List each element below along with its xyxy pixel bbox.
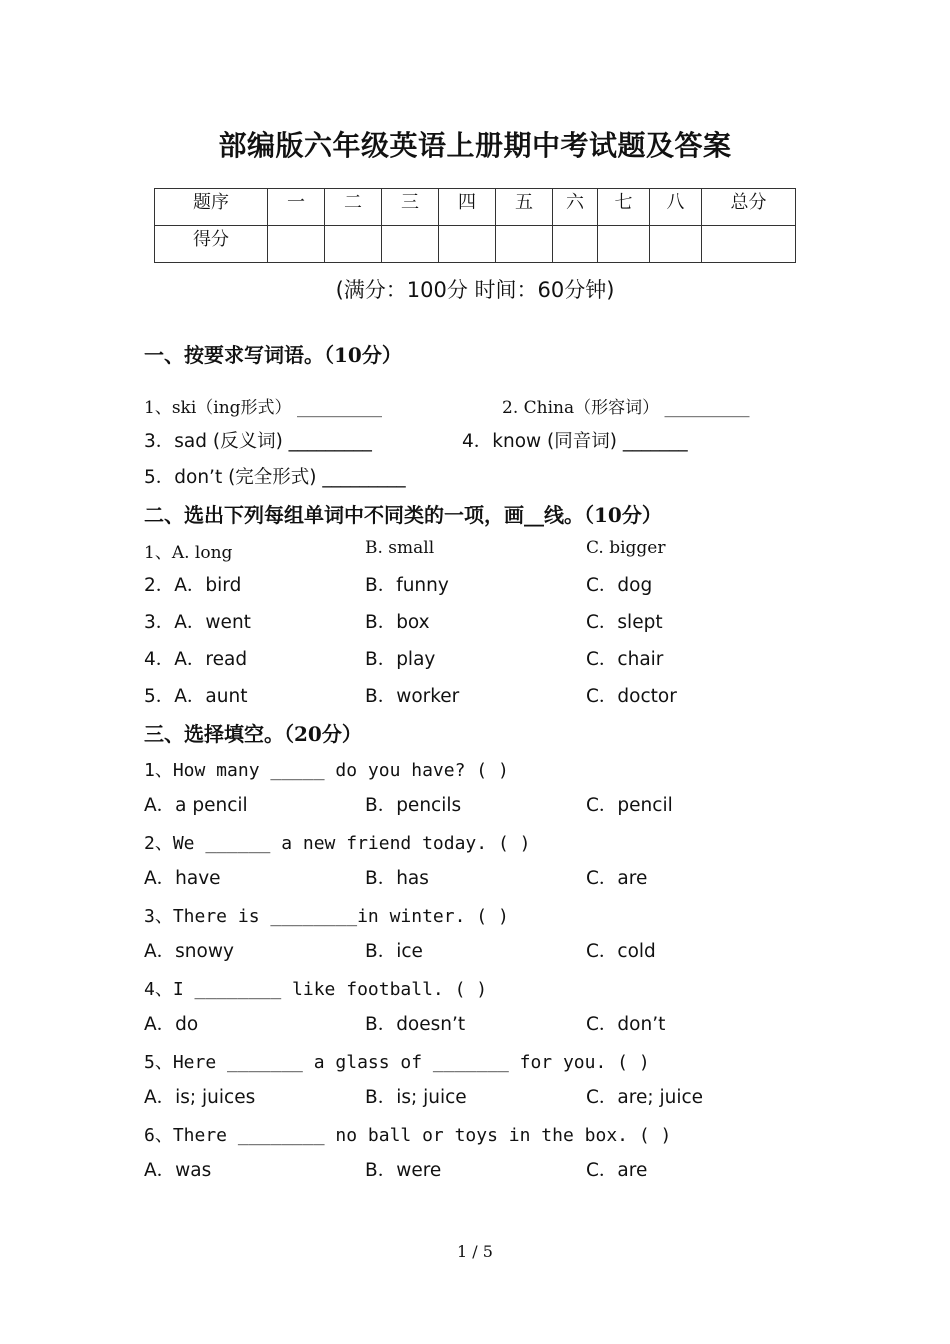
mc-option: C．are; juice — [586, 1087, 704, 1108]
section-heading-2: 二、选出下列每组单词中不同类的一项，画__线。（10分） — [144, 503, 662, 527]
score-cell[interactable] — [496, 226, 553, 263]
mc-option: A．a pencil — [144, 795, 248, 816]
score-cell[interactable] — [702, 226, 796, 263]
mc-option: C．are — [586, 1160, 648, 1181]
choice-option: B. small — [365, 538, 435, 558]
choice-option: B．funny — [365, 575, 449, 596]
page-title: 部编版六年级英语上册期中考试题及答案 — [218, 129, 732, 162]
mc-option: B．pencils — [365, 795, 462, 816]
score-cell[interactable] — [650, 226, 702, 263]
score-cell[interactable] — [268, 226, 325, 263]
mc-option: C．are — [586, 868, 648, 889]
mc-option: B．were — [365, 1160, 442, 1181]
choice-option: C. bigger — [586, 538, 666, 558]
score-cell[interactable] — [439, 226, 496, 263]
question-item: 3．sad (反义词) _________ — [144, 431, 372, 452]
mc-option: C．don’t — [586, 1014, 666, 1035]
score-cell[interactable] — [598, 226, 650, 263]
choice-option: 4．A．read — [144, 649, 248, 670]
mc-option: B．doesn’t — [365, 1014, 466, 1035]
section-heading-3: 三、选择填空。（20分） — [144, 722, 362, 746]
mc-question: 5、Here _______ a glass of _______ for you. ( ) — [144, 1052, 650, 1073]
choice-option: 1、A. long — [144, 543, 233, 563]
score-table-header-row — [155, 189, 796, 226]
question-item: 1、ski（ing形式） __________ — [144, 398, 382, 418]
choice-option: 3．A．went — [144, 612, 251, 633]
mc-option: B．is; juice — [365, 1087, 467, 1108]
header-cell: 四 — [439, 189, 496, 226]
header-cell: 总分 — [702, 189, 796, 226]
mc-question: 4、I ________ like football. ( ) — [144, 979, 488, 1000]
mc-question: 3、There is ________in winter. ( ) — [144, 906, 509, 927]
question-item: 4．know (同音词) _______ — [462, 431, 688, 452]
choice-option: B．worker — [365, 686, 460, 707]
mc-option: A．was — [144, 1160, 212, 1181]
question-item: 5．don’t (完全形式) _________ — [144, 467, 406, 488]
mc-question: 2、We ______ a new friend today. ( ) — [144, 833, 531, 854]
score-table-score-row — [155, 226, 796, 263]
choice-option: 2．A．bird — [144, 575, 242, 596]
mc-question: 1、How many _____ do you have? ( ) — [144, 760, 509, 781]
header-cell: 八 — [650, 189, 702, 226]
header-cell: 二 — [325, 189, 382, 226]
header-cell: 一 — [268, 189, 325, 226]
mc-question: 6、There ________ no ball or toys in the box. ( ) — [144, 1125, 672, 1146]
page-number: 1 / 5 — [457, 1242, 493, 1261]
header-cell: 六 — [553, 189, 598, 226]
choice-option: C．chair — [586, 649, 664, 670]
score-table — [154, 188, 796, 263]
choice-option: 5．A．aunt — [144, 686, 248, 707]
row-label-cell: 得分 — [155, 226, 268, 263]
mc-option: B．has — [365, 868, 429, 889]
header-cell: 三 — [382, 189, 439, 226]
header-cell: 七 — [598, 189, 650, 226]
header-cell: 题序 — [155, 189, 268, 226]
mc-option: A．do — [144, 1014, 199, 1035]
score-cell[interactable] — [325, 226, 382, 263]
exam-meta: (满分：100分 时间：60分钟) — [335, 278, 615, 302]
score-cell[interactable] — [382, 226, 439, 263]
mc-option: C．pencil — [586, 795, 673, 816]
choice-option: C．slept — [586, 612, 663, 633]
choice-option: B．play — [365, 649, 436, 670]
mc-option: C．cold — [586, 941, 656, 962]
mc-option: A．snowy — [144, 941, 234, 962]
header-cell: 五 — [496, 189, 553, 226]
mc-option: A．is; juices — [144, 1087, 256, 1108]
section-heading-1: 一、按要求写词语。（10分） — [144, 343, 402, 367]
choice-option: B．box — [365, 612, 430, 633]
choice-option: C．dog — [586, 575, 653, 596]
mc-option: B．ice — [365, 941, 423, 962]
question-item: 2. China（形容词） __________ — [502, 398, 750, 418]
mc-option: A．have — [144, 868, 221, 889]
score-cell[interactable] — [553, 226, 598, 263]
choice-option: C．doctor — [586, 686, 677, 707]
